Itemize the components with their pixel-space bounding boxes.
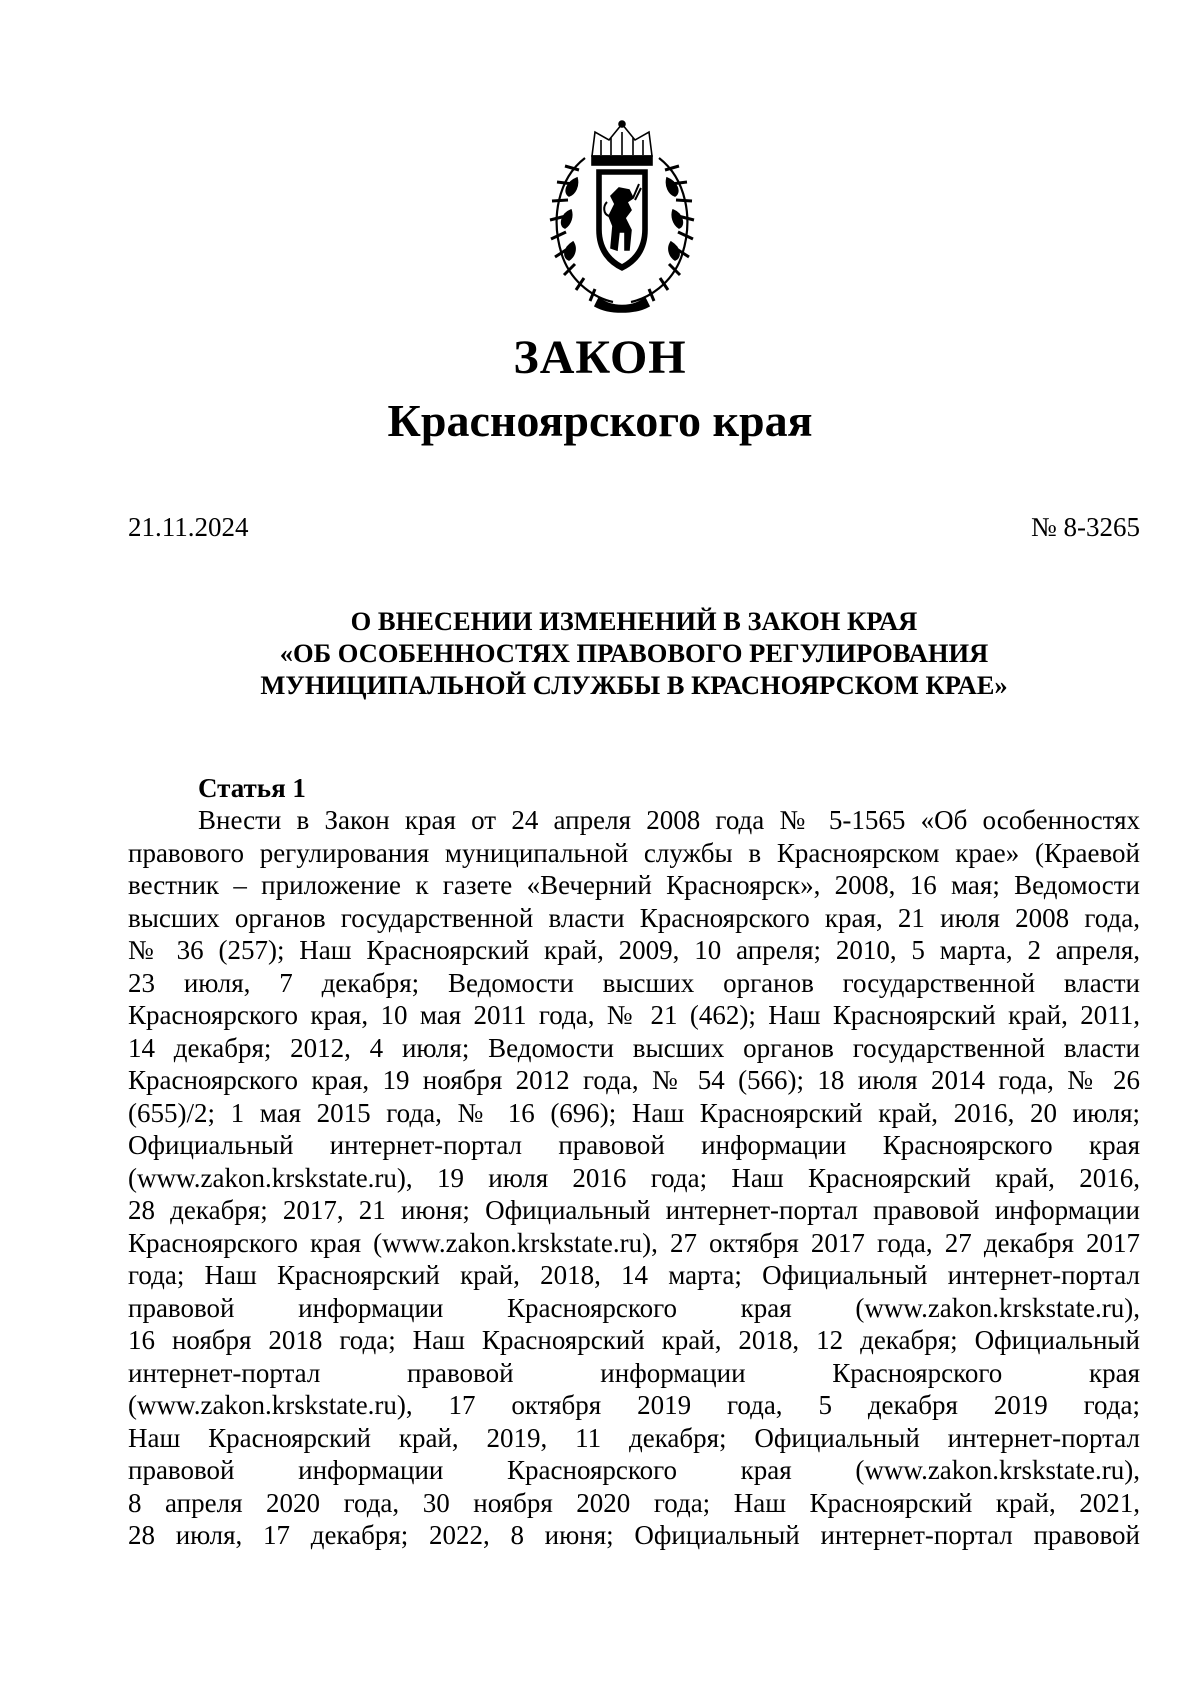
body-line: (655)/2; 1 мая 2015 года, № 16 (696); Наш Красноярский край, 2016, 20 июля; — [128, 1097, 1140, 1128]
body-line: Официальный интернет-портал правовой информации Красноярского края — [128, 1130, 1140, 1160]
body-line: 28 декабря; 2017, 21 июня; Официальный интернет-портал правовой информации — [128, 1195, 1140, 1225]
article-body — [128, 804, 1140, 1552]
document-region-subtitle: Красноярского края — [387, 395, 813, 446]
body-line: Наш Красноярский край, 2019, 11 декабря; Официальный интернет-портал — [128, 1422, 1140, 1453]
coat-of-arms-emblem — [539, 118, 705, 314]
body-line: правовой информации Красноярского края (www.zakon.krskstate.ru), — [128, 1292, 1140, 1323]
document-number: № 8-3265 — [1030, 512, 1140, 542]
body-line: высших органов государственной власти Красноярского края, 21 июля 2008 года, — [128, 902, 1140, 933]
document-subject-heading — [128, 605, 1140, 701]
body-line: 16 ноября 2018 года; Наш Красноярский край, 2018, 12 декабря; Официальный — [128, 1325, 1140, 1355]
body-line: 8 апреля 2020 года, 30 ноября 2020 года; Наш Красноярский край, 2021, — [128, 1487, 1140, 1518]
subject-line: «ОБ ОСОБЕННОСТЯХ ПРАВОВОГО РЕГУЛИРОВАНИЯ — [279, 638, 989, 668]
document-type-title: ЗАКОН — [513, 331, 687, 384]
body-line: 14 декабря; 2012, 4 июля; Ведомости высших органов государственной власти — [128, 1032, 1140, 1063]
subject-line: О ВНЕСЕНИИ ИЗМЕНЕНИЙ В ЗАКОН КРАЯ — [350, 606, 918, 636]
body-line: правового регулирования муниципальной службы в Красноярском крае» (Краевой — [128, 837, 1140, 868]
article-heading: Статья 1 — [198, 773, 306, 803]
body-line: интернет-портал правовой информации Красноярского края — [128, 1357, 1140, 1388]
body-line: Красноярского края, 19 ноября 2012 года, № 54 (566); 18 июля 2014 года, № 26 — [128, 1065, 1140, 1095]
body-line: года; Наш Красноярский край, 2018, 14 марта; Официальный интернет-портал — [128, 1260, 1140, 1290]
body-line: Красноярского края (www.zakon.krskstate.ru), 27 октября 2017 года, 27 декабря 2017 — [128, 1227, 1140, 1258]
body-line: 28 июля, 17 декабря; 2022, 8 июня; Официальный интернет-портал правовой — [128, 1520, 1140, 1550]
body-line: правовой информации Красноярского края (www.zakon.krskstate.ru), — [128, 1455, 1140, 1485]
body-line: № 36 (257); Наш Красноярский край, 2009, 10 апреля; 2010, 5 марта, 2 апреля, — [128, 935, 1140, 965]
body-line: Красноярского края, 10 мая 2011 года, № 21 (462); Наш Красноярский край, 2011, — [128, 1000, 1140, 1030]
subject-line: МУНИЦИПАЛЬНОЙ СЛУЖБЫ В КРАСНОЯРСКОМ КРАЕ» — [260, 670, 1008, 700]
body-line: (www.zakon.krskstate.ru), 19 июля 2016 года; Наш Красноярский край, 2016, — [128, 1162, 1140, 1193]
body-line: 23 июля, 7 декабря; Ведомости высших органов государственной власти — [128, 967, 1140, 998]
body-line: вестник – приложение к газете «Вечерний Красноярск», 2008, 16 мая; Ведомости — [128, 870, 1140, 900]
body-line: Внести в Закон края от 24 апреля 2008 года № 5-1565 «Об особенностях — [198, 805, 1140, 835]
body-line: (www.zakon.krskstate.ru), 17 октября 2019 года, 5 декабря 2019 года; — [128, 1390, 1140, 1420]
document-date: 21.11.2024 — [128, 512, 249, 542]
